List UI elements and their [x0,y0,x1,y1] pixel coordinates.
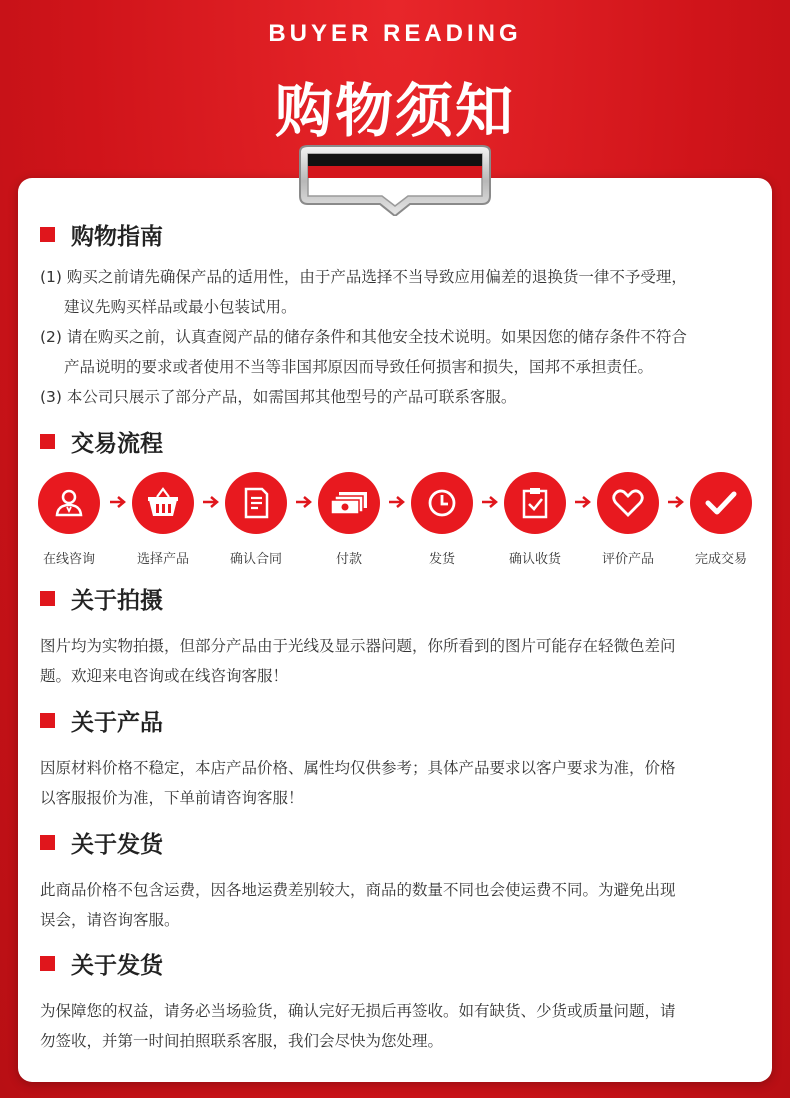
process-steps [38,472,754,572]
product-text [40,753,756,813]
step-label: 选择产品 [136,552,189,567]
step-label: 在线咨询 [42,552,95,567]
contract-icon [225,472,287,534]
guide-line: 产品说明的要求或者使用不当等非国邦原因而导致任何损害和损失，国邦不承担责任。 [64,358,654,376]
step-label: 付款 [335,552,362,567]
heart-icon [597,472,659,534]
shipping-line: 此商品价格不包含运费，因各地运费差别较大，商品的数量不同也会使运费不同。为避免出现 [40,881,676,899]
step-label: 发货 [428,552,455,567]
guide-line: (2) 请在购买之前，认真查阅产品的储存条件和其他安全技术说明。如果因您的储存条件不符合 [40,328,687,346]
check-icon [690,472,752,534]
shipping-line: 误会，请咨询客服。 [40,911,180,929]
header-chinese-title: 购物须知 [274,77,515,145]
section-title-text: 交易流程 [71,430,163,457]
product-line: 以客服报价为准，下单前请咨询客服！ [40,789,304,807]
step-payment [303,472,395,567]
shipping2-line: 勿签收，并第一时间拍照联系客服，我们会尽快为您处理。 [40,1032,444,1050]
product-line: 因原材料价格不稳定，本店产品价格、属性均仅供参考；具体产品要求以客户要求为准，价格 [40,759,676,777]
section-marker-icon [40,591,55,606]
step-label: 评价产品 [601,552,654,567]
user-icon [38,472,100,534]
step-label: 确认合同 [229,552,282,567]
shipping-text [40,875,756,935]
step-label: 完成交易 [694,552,747,567]
basket-icon [132,472,194,534]
step-complete-trade [675,472,767,567]
section-marker-icon [40,434,55,449]
photo-line: 题。欢迎来电咨询或在线咨询客服！ [40,667,289,685]
section-title-shipping [40,827,163,857]
shopping-guide-text [40,262,756,412]
step-confirm-contract [210,472,302,567]
guide-line: 建议先购买样品或最小包装试用。 [64,298,297,316]
clock-icon [411,472,473,534]
section-marker-icon [40,956,55,971]
receipt-icon [504,472,566,534]
section-title-photography [40,583,163,613]
section-title-product [40,705,163,735]
header-english-title: BUYER READING [268,20,522,47]
shipping-inspection-text [40,996,756,1056]
step-label: 确认收货 [508,552,561,567]
step-ship [396,472,488,567]
section-title-text: 关于产品 [71,709,163,736]
section-marker-icon [40,227,55,242]
guide-line: (3) 本公司只展示了部分产品，如需国邦其他型号的产品可联系客服。 [40,388,517,406]
clipboard-clip-icon [294,144,496,216]
section-title-text: 关于发货 [71,831,163,858]
section-title-text: 关于发货 [71,952,163,979]
payment-icon [318,472,380,534]
section-title-trade-process [40,426,163,456]
shipping2-line: 为保障您的权益，请务必当场验货，确认完好无损后再签收。如有缺货、少货或质量问题，请 [40,1002,676,1020]
section-title-text: 购物指南 [71,223,163,250]
guide-line: (1) 购买之前请先确保产品的适用性，由于产品选择不当导致应用偏差的退换货一律不予受理， [40,268,687,286]
section-marker-icon [40,835,55,850]
section-marker-icon [40,713,55,728]
step-online-consult [23,472,115,567]
step-review-product [582,472,674,567]
section-title-shipping-inspection [40,948,163,978]
section-title-text: 关于拍摄 [71,587,163,614]
photography-text [40,631,756,691]
section-title-shopping-guide [40,219,163,249]
photo-line: 图片均为实物拍摄，但部分产品由于光线及显示器问题，你所看到的图片可能存在轻微色差问 [40,637,676,655]
step-select-product [117,472,209,567]
step-confirm-receipt [489,472,581,567]
